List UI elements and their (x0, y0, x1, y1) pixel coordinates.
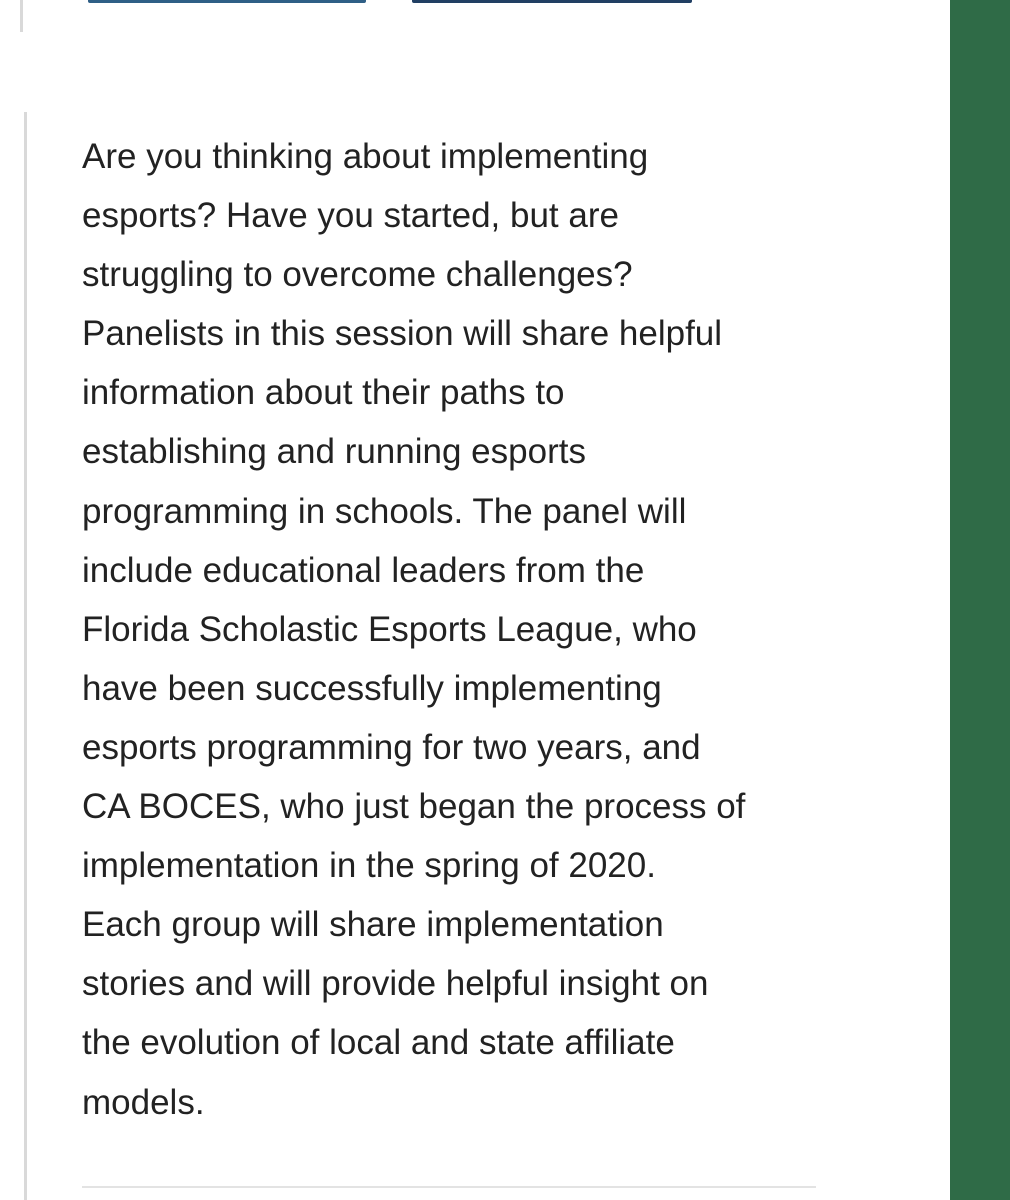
description-line: models. (82, 1082, 205, 1122)
description-line: Florida Scholastic Esports League, who (82, 609, 697, 649)
description-line: information about their paths to (82, 373, 565, 413)
description-line: Each group will share implementation (82, 905, 664, 945)
description-line: have been successfully implementing (82, 668, 662, 708)
description-line: Panelists in this session will share helpful (82, 314, 723, 354)
top-tab-indicator (88, 0, 366, 3)
description-line: struggling to overcome challenges? (82, 255, 633, 295)
description-line: implementation in the spring of 2020. (82, 846, 656, 886)
left-border-line (20, 0, 23, 32)
green-side-bar (950, 0, 1010, 1200)
description-line: the evolution of local and state affiliate (82, 1023, 675, 1063)
description-line: establishing and running esports (82, 432, 586, 472)
description-line: esports? Have you started, but are (82, 196, 619, 236)
description-line: CA BOCES, who just began the process of (82, 787, 746, 827)
description-panel-left-border (24, 112, 27, 1200)
description-line: esports programming for two years, and (82, 727, 701, 767)
top-tab-indicator-secondary (412, 0, 692, 3)
section-divider (82, 1186, 816, 1188)
description-line: Are you thinking about implementing (82, 137, 649, 176)
description-line: stories and will provide helpful insight on (82, 964, 709, 1004)
description-line: programming in schools. The panel will (82, 491, 687, 531)
description-line: include educational leaders from the (82, 550, 645, 590)
session-description (82, 127, 810, 1132)
